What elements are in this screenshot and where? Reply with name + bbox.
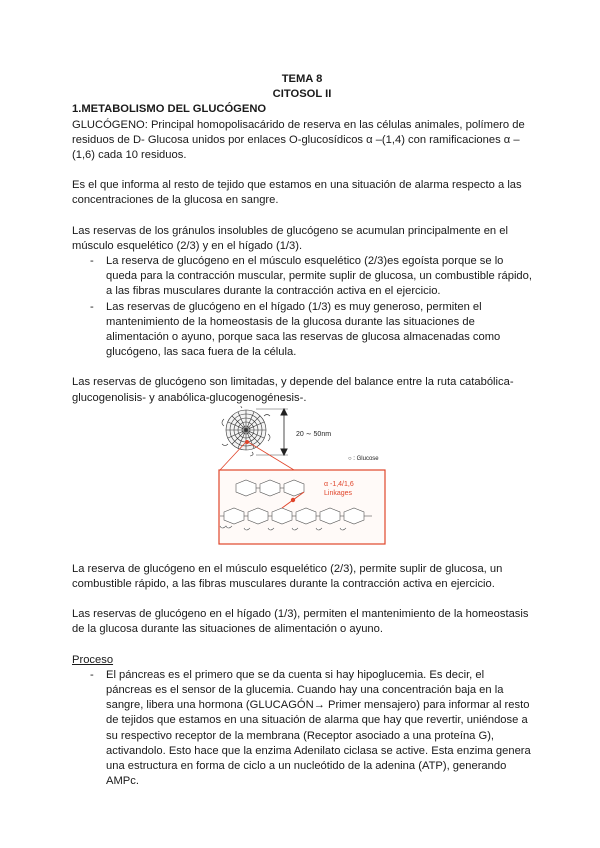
glycogen-granule-icon [222,406,270,456]
definition-paragraph: GLUCÓGENO: Principal homopolisacárido de reserva en las células animales, polímero de residuos de D- Glucosa unidos por enlaces O-glucosídicos α –(1,4) con ramificaciones α –(1,6) cada 10 residuos. [72,118,525,162]
glucose-legend: ○ : Glucose [348,455,379,462]
reservas-list [72,254,532,360]
linkage-label-2: Linkages [324,489,353,497]
proceso-title: Proceso [72,653,114,666]
musculo-paragraph: La reserva de glucógeno en el músculo esquelético (2/3), permite suplir de glucosa, un combustible rápido, a las fibras musculares durante la contracción activa en ejercicio. [72,562,503,591]
linkage-label-1: α -1,4/1,6 [324,480,354,488]
spacer [72,546,532,562]
list-item [72,300,532,361]
dash-bullet: - [90,668,94,681]
document-content [72,72,532,790]
limitadas-paragraph: Las reservas de glucógeno son limitadas, y depende del balance entre la ruta catabólica-glucogenolisis- y anabólica-glucogenogénesis-. [72,376,514,404]
spacer [72,638,532,653]
proceso-list [72,668,532,790]
list-item-text: El páncreas es el primero que se da cuenta si hay hipoglucemia. Es decir, el páncreas es el sensor de la glucemia. Cuando hay una concentración baja en la sangre, libera una hormona (GLUCAGÓN→ Primer mensajero) para informar al resto de tejidos que estamos en una situación de alarma que hay que revertir, uniéndose a su respectivo receptor de la membrana (Receptor asociado a una proteína G), activandolo. Esto hace que la enzima Adenilato ciclasa se active. Esta enzima genera una estructura en forma de ciclo a un nucleótido de la adenina (ATP), generando AMPc. [106,668,531,788]
list-item-text: La reserva de glucógeno en el músculo esquelético (2/3)es egoísta porque se lo queda para la contracción muscular, permite suplir de glucosa, un combustible rápido, a las fibras musculares durante la contracción activa en el ejercicio. [106,255,532,298]
reservas-intro-paragraph: Las reservas de los gránulos insolubles de glucógeno se acumulan principalmente en el músculo esquelético (2/3) y en el hígado (1/3). [72,224,508,252]
linkage-marker [291,498,295,502]
size-label: 20 ∼ 50nm [296,430,332,438]
spacer [72,209,532,224]
citosol-title: CITOSOL II [272,88,332,101]
alarm-paragraph: Es el que informa al resto de tejido que estamos en una situación de alarma respecto a las concentraciones de la glucosa en sangre. [72,179,522,207]
spacer [72,360,532,375]
section-heading: 1.METABOLISMO DEL GLUCÓGENO [72,103,267,116]
tema-title: TEMA 8 [281,73,323,85]
detail-marker [245,440,249,444]
list-item-text: Las reservas de glucógeno en el hígado (1/3) es muy generoso, permiten el mantenimiento de la homeostasis de la glucosa durante las situaciones de alimentación o ayuno, porque saca las reservas de glucosa almacenadas como glucógeno, las saca fuera de la célula. [106,300,501,359]
spacer [72,592,532,607]
spacer [72,163,532,178]
dash-bullet: - [90,255,94,268]
list-item [72,668,532,790]
list-item [72,254,532,300]
higado-paragraph: Las reservas de glucógeno en el hígado (1/3), permiten el mantenimiento de la homeostasis de la glucosa durante las situaciones de alimentación o ayuno. [72,608,529,636]
glycogen-figure [216,406,388,546]
dash-bullet: - [90,300,94,313]
